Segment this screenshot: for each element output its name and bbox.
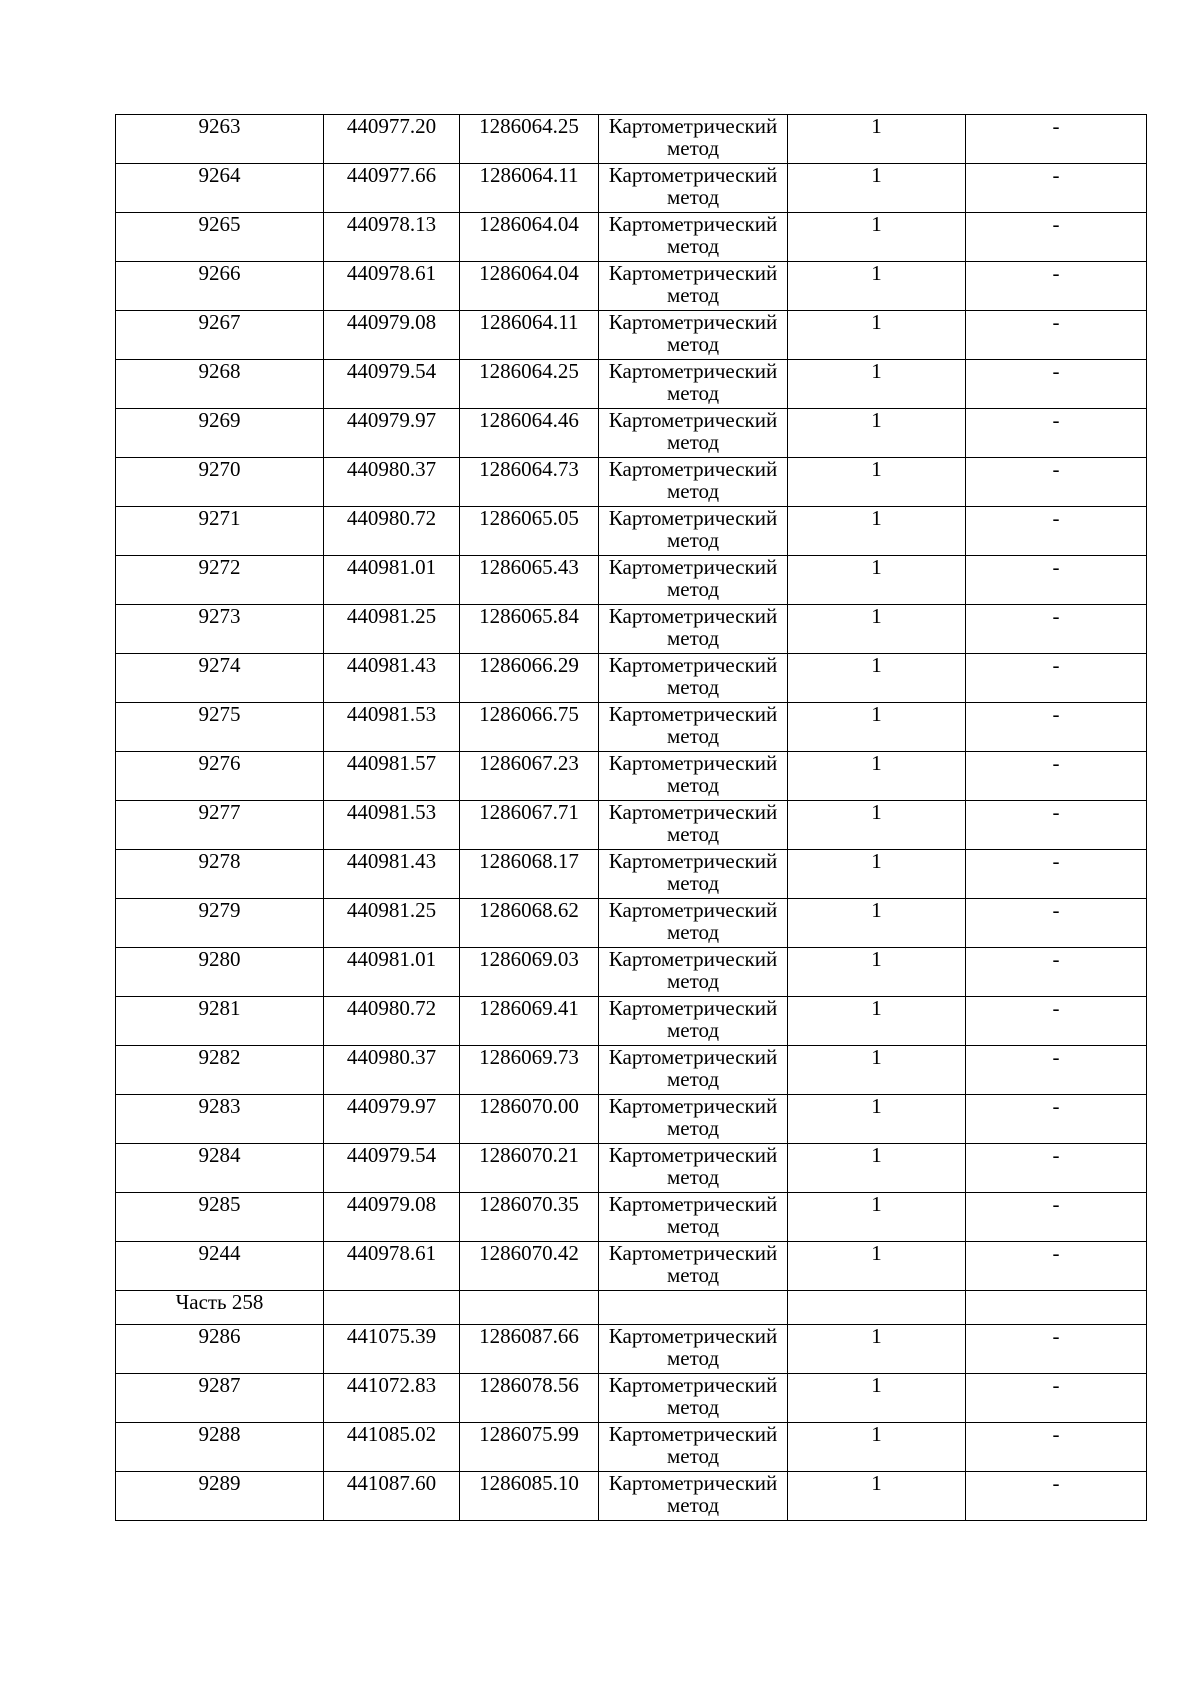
determination-method: Картометрический метод xyxy=(599,703,788,752)
coordinate-y: 1286064.46 xyxy=(460,409,599,458)
coordinates-table xyxy=(115,114,1147,1521)
accuracy-value: 1 xyxy=(788,1046,966,1095)
accuracy-value: 1 xyxy=(788,997,966,1046)
determination-method: Картометрический метод xyxy=(599,850,788,899)
point-number: 9288 xyxy=(116,1423,324,1472)
point-number: 9276 xyxy=(116,752,324,801)
coordinate-x: 440979.97 xyxy=(324,409,460,458)
accuracy-value: 1 xyxy=(788,311,966,360)
determination-method: Картометрический метод xyxy=(599,1095,788,1144)
accuracy-value: 1 xyxy=(788,948,966,997)
accuracy-value: 1 xyxy=(788,556,966,605)
point-number: 9277 xyxy=(116,801,324,850)
note-cell: - xyxy=(966,409,1147,458)
accuracy-value: 1 xyxy=(788,1242,966,1291)
note-cell: - xyxy=(966,1325,1147,1374)
accuracy-value: 1 xyxy=(788,1095,966,1144)
point-number: 9263 xyxy=(116,115,324,164)
accuracy-value: 1 xyxy=(788,1144,966,1193)
point-number: 9274 xyxy=(116,654,324,703)
coordinate-x: 441072.83 xyxy=(324,1374,460,1423)
table-row xyxy=(116,213,1147,262)
table-row xyxy=(116,997,1147,1046)
accuracy-value: 1 xyxy=(788,507,966,556)
note-cell: - xyxy=(966,311,1147,360)
coordinate-x: 440981.43 xyxy=(324,654,460,703)
coordinate-y: 1286078.56 xyxy=(460,1374,599,1423)
coordinate-x: 440981.25 xyxy=(324,605,460,654)
point-number: 9266 xyxy=(116,262,324,311)
coordinate-x: 440981.01 xyxy=(324,948,460,997)
note-cell: - xyxy=(966,1472,1147,1521)
point-number: 9289 xyxy=(116,1472,324,1521)
coordinate-y: 1286064.11 xyxy=(460,311,599,360)
coordinate-y: 1286069.73 xyxy=(460,1046,599,1095)
accuracy-value: 1 xyxy=(788,703,966,752)
determination-method: Картометрический метод xyxy=(599,605,788,654)
accuracy-value: 1 xyxy=(788,262,966,311)
determination-method: Картометрический метод xyxy=(599,311,788,360)
point-number: 9286 xyxy=(116,1325,324,1374)
determination-method: Картометрический метод xyxy=(599,1374,788,1423)
table-row xyxy=(116,1193,1147,1242)
point-number: 9287 xyxy=(116,1374,324,1423)
note-cell: - xyxy=(966,164,1147,213)
note-cell: - xyxy=(966,360,1147,409)
coordinate-x: 440979.97 xyxy=(324,1095,460,1144)
accuracy-value: 1 xyxy=(788,1193,966,1242)
coordinate-x: 440981.57 xyxy=(324,752,460,801)
determination-method: Картометрический метод xyxy=(599,213,788,262)
table-row xyxy=(116,409,1147,458)
accuracy-value: 1 xyxy=(788,752,966,801)
determination-method: Картометрический метод xyxy=(599,1046,788,1095)
table-row xyxy=(116,311,1147,360)
determination-method: Картометрический метод xyxy=(599,262,788,311)
note-cell: - xyxy=(966,507,1147,556)
table-row xyxy=(116,1242,1147,1291)
determination-method: Картометрический метод xyxy=(599,801,788,850)
coordinate-x: 440980.37 xyxy=(324,1046,460,1095)
coordinate-x: 441085.02 xyxy=(324,1423,460,1472)
empty-cell xyxy=(966,1291,1147,1325)
table-row xyxy=(116,1374,1147,1423)
determination-method: Картометрический метод xyxy=(599,1242,788,1291)
point-number: 9272 xyxy=(116,556,324,605)
table-row xyxy=(116,360,1147,409)
point-number: 9269 xyxy=(116,409,324,458)
note-cell: - xyxy=(966,262,1147,311)
table-row xyxy=(116,458,1147,507)
table-row xyxy=(116,1046,1147,1095)
determination-method: Картометрический метод xyxy=(599,409,788,458)
coordinate-x: 440978.13 xyxy=(324,213,460,262)
point-number: 9275 xyxy=(116,703,324,752)
determination-method: Картометрический метод xyxy=(599,115,788,164)
coordinate-y: 1286069.41 xyxy=(460,997,599,1046)
table-row xyxy=(116,850,1147,899)
coordinate-y: 1286064.04 xyxy=(460,213,599,262)
determination-method: Картометрический метод xyxy=(599,1472,788,1521)
coordinate-x: 440981.43 xyxy=(324,850,460,899)
note-cell: - xyxy=(966,1046,1147,1095)
accuracy-value: 1 xyxy=(788,458,966,507)
coordinate-y: 1286067.23 xyxy=(460,752,599,801)
determination-method: Картометрический метод xyxy=(599,164,788,213)
accuracy-value: 1 xyxy=(788,654,966,703)
coordinate-x: 440981.53 xyxy=(324,703,460,752)
coordinate-x: 440979.08 xyxy=(324,1193,460,1242)
coordinate-x: 440977.66 xyxy=(324,164,460,213)
point-number: 9279 xyxy=(116,899,324,948)
point-number: 9285 xyxy=(116,1193,324,1242)
point-number: 9244 xyxy=(116,1242,324,1291)
determination-method: Картометрический метод xyxy=(599,507,788,556)
determination-method: Картометрический метод xyxy=(599,360,788,409)
note-cell: - xyxy=(966,948,1147,997)
note-cell: - xyxy=(966,801,1147,850)
note-cell: - xyxy=(966,1242,1147,1291)
note-cell: - xyxy=(966,605,1147,654)
coordinate-x: 441087.60 xyxy=(324,1472,460,1521)
section-row xyxy=(116,1291,1147,1325)
coordinate-y: 1286085.10 xyxy=(460,1472,599,1521)
note-cell: - xyxy=(966,1423,1147,1472)
determination-method: Картометрический метод xyxy=(599,1144,788,1193)
table-row xyxy=(116,1423,1147,1472)
point-number: 9282 xyxy=(116,1046,324,1095)
coordinate-y: 1286070.42 xyxy=(460,1242,599,1291)
determination-method: Картометрический метод xyxy=(599,654,788,703)
coordinate-x: 440978.61 xyxy=(324,1242,460,1291)
section-label: Часть 258 xyxy=(116,1291,324,1325)
coordinate-x: 440981.25 xyxy=(324,899,460,948)
empty-cell xyxy=(324,1291,460,1325)
point-number: 9283 xyxy=(116,1095,324,1144)
empty-cell xyxy=(460,1291,599,1325)
table-row xyxy=(116,801,1147,850)
point-number: 9268 xyxy=(116,360,324,409)
coordinate-y: 1286066.75 xyxy=(460,703,599,752)
coordinate-x: 440980.72 xyxy=(324,997,460,1046)
point-number: 9281 xyxy=(116,997,324,1046)
coordinate-y: 1286064.04 xyxy=(460,262,599,311)
table-row xyxy=(116,1095,1147,1144)
determination-method: Картометрический метод xyxy=(599,1325,788,1374)
coordinate-x: 440980.37 xyxy=(324,458,460,507)
table-row xyxy=(116,1325,1147,1374)
note-cell: - xyxy=(966,1095,1147,1144)
table-row xyxy=(116,115,1147,164)
point-number: 9278 xyxy=(116,850,324,899)
accuracy-value: 1 xyxy=(788,409,966,458)
determination-method: Картометрический метод xyxy=(599,458,788,507)
coordinate-y: 1286064.73 xyxy=(460,458,599,507)
note-cell: - xyxy=(966,997,1147,1046)
table-row xyxy=(116,556,1147,605)
coordinate-y: 1286068.17 xyxy=(460,850,599,899)
coordinate-y: 1286064.25 xyxy=(460,360,599,409)
coordinate-y: 1286068.62 xyxy=(460,899,599,948)
point-number: 9284 xyxy=(116,1144,324,1193)
coordinate-x: 440979.54 xyxy=(324,1144,460,1193)
note-cell: - xyxy=(966,115,1147,164)
accuracy-value: 1 xyxy=(788,1472,966,1521)
table-row xyxy=(116,654,1147,703)
table-row xyxy=(116,1144,1147,1193)
determination-method: Картометрический метод xyxy=(599,1193,788,1242)
coordinate-x: 440981.01 xyxy=(324,556,460,605)
determination-method: Картометрический метод xyxy=(599,899,788,948)
determination-method: Картометрический метод xyxy=(599,997,788,1046)
note-cell: - xyxy=(966,556,1147,605)
coordinate-y: 1286065.43 xyxy=(460,556,599,605)
note-cell: - xyxy=(966,654,1147,703)
point-number: 9264 xyxy=(116,164,324,213)
determination-method: Картометрический метод xyxy=(599,948,788,997)
table-row xyxy=(116,948,1147,997)
table-row xyxy=(116,262,1147,311)
coordinate-y: 1286067.71 xyxy=(460,801,599,850)
accuracy-value: 1 xyxy=(788,899,966,948)
coordinate-x: 440978.61 xyxy=(324,262,460,311)
table-row xyxy=(116,899,1147,948)
note-cell: - xyxy=(966,1144,1147,1193)
coordinate-y: 1286070.00 xyxy=(460,1095,599,1144)
table-row xyxy=(116,605,1147,654)
accuracy-value: 1 xyxy=(788,360,966,409)
coordinate-x: 441075.39 xyxy=(324,1325,460,1374)
note-cell: - xyxy=(966,850,1147,899)
accuracy-value: 1 xyxy=(788,164,966,213)
accuracy-value: 1 xyxy=(788,1325,966,1374)
table-row xyxy=(116,703,1147,752)
empty-cell xyxy=(599,1291,788,1325)
coordinate-y: 1286066.29 xyxy=(460,654,599,703)
accuracy-value: 1 xyxy=(788,1374,966,1423)
coordinate-x: 440980.72 xyxy=(324,507,460,556)
table-row xyxy=(116,164,1147,213)
point-number: 9273 xyxy=(116,605,324,654)
note-cell: - xyxy=(966,213,1147,262)
coordinate-y: 1286075.99 xyxy=(460,1423,599,1472)
coordinate-y: 1286065.05 xyxy=(460,507,599,556)
accuracy-value: 1 xyxy=(788,850,966,899)
point-number: 9267 xyxy=(116,311,324,360)
coordinate-y: 1286065.84 xyxy=(460,605,599,654)
table-row xyxy=(116,507,1147,556)
accuracy-value: 1 xyxy=(788,1423,966,1472)
table-row xyxy=(116,752,1147,801)
note-cell: - xyxy=(966,752,1147,801)
point-number: 9270 xyxy=(116,458,324,507)
determination-method: Картометрический метод xyxy=(599,1423,788,1472)
accuracy-value: 1 xyxy=(788,115,966,164)
coordinate-y: 1286069.03 xyxy=(460,948,599,997)
accuracy-value: 1 xyxy=(788,213,966,262)
coordinate-y: 1286064.25 xyxy=(460,115,599,164)
coordinate-y: 1286064.11 xyxy=(460,164,599,213)
empty-cell xyxy=(788,1291,966,1325)
note-cell: - xyxy=(966,458,1147,507)
note-cell: - xyxy=(966,1193,1147,1242)
point-number: 9280 xyxy=(116,948,324,997)
note-cell: - xyxy=(966,1374,1147,1423)
accuracy-value: 1 xyxy=(788,801,966,850)
coordinate-y: 1286070.35 xyxy=(460,1193,599,1242)
coordinate-y: 1286087.66 xyxy=(460,1325,599,1374)
table-row xyxy=(116,1472,1147,1521)
point-number: 9271 xyxy=(116,507,324,556)
coordinate-x: 440979.08 xyxy=(324,311,460,360)
coordinate-x: 440979.54 xyxy=(324,360,460,409)
coordinate-y: 1286070.21 xyxy=(460,1144,599,1193)
coordinate-x: 440981.53 xyxy=(324,801,460,850)
coordinate-x: 440977.20 xyxy=(324,115,460,164)
note-cell: - xyxy=(966,703,1147,752)
note-cell: - xyxy=(966,899,1147,948)
determination-method: Картометрический метод xyxy=(599,752,788,801)
determination-method: Картометрический метод xyxy=(599,556,788,605)
accuracy-value: 1 xyxy=(788,605,966,654)
point-number: 9265 xyxy=(116,213,324,262)
